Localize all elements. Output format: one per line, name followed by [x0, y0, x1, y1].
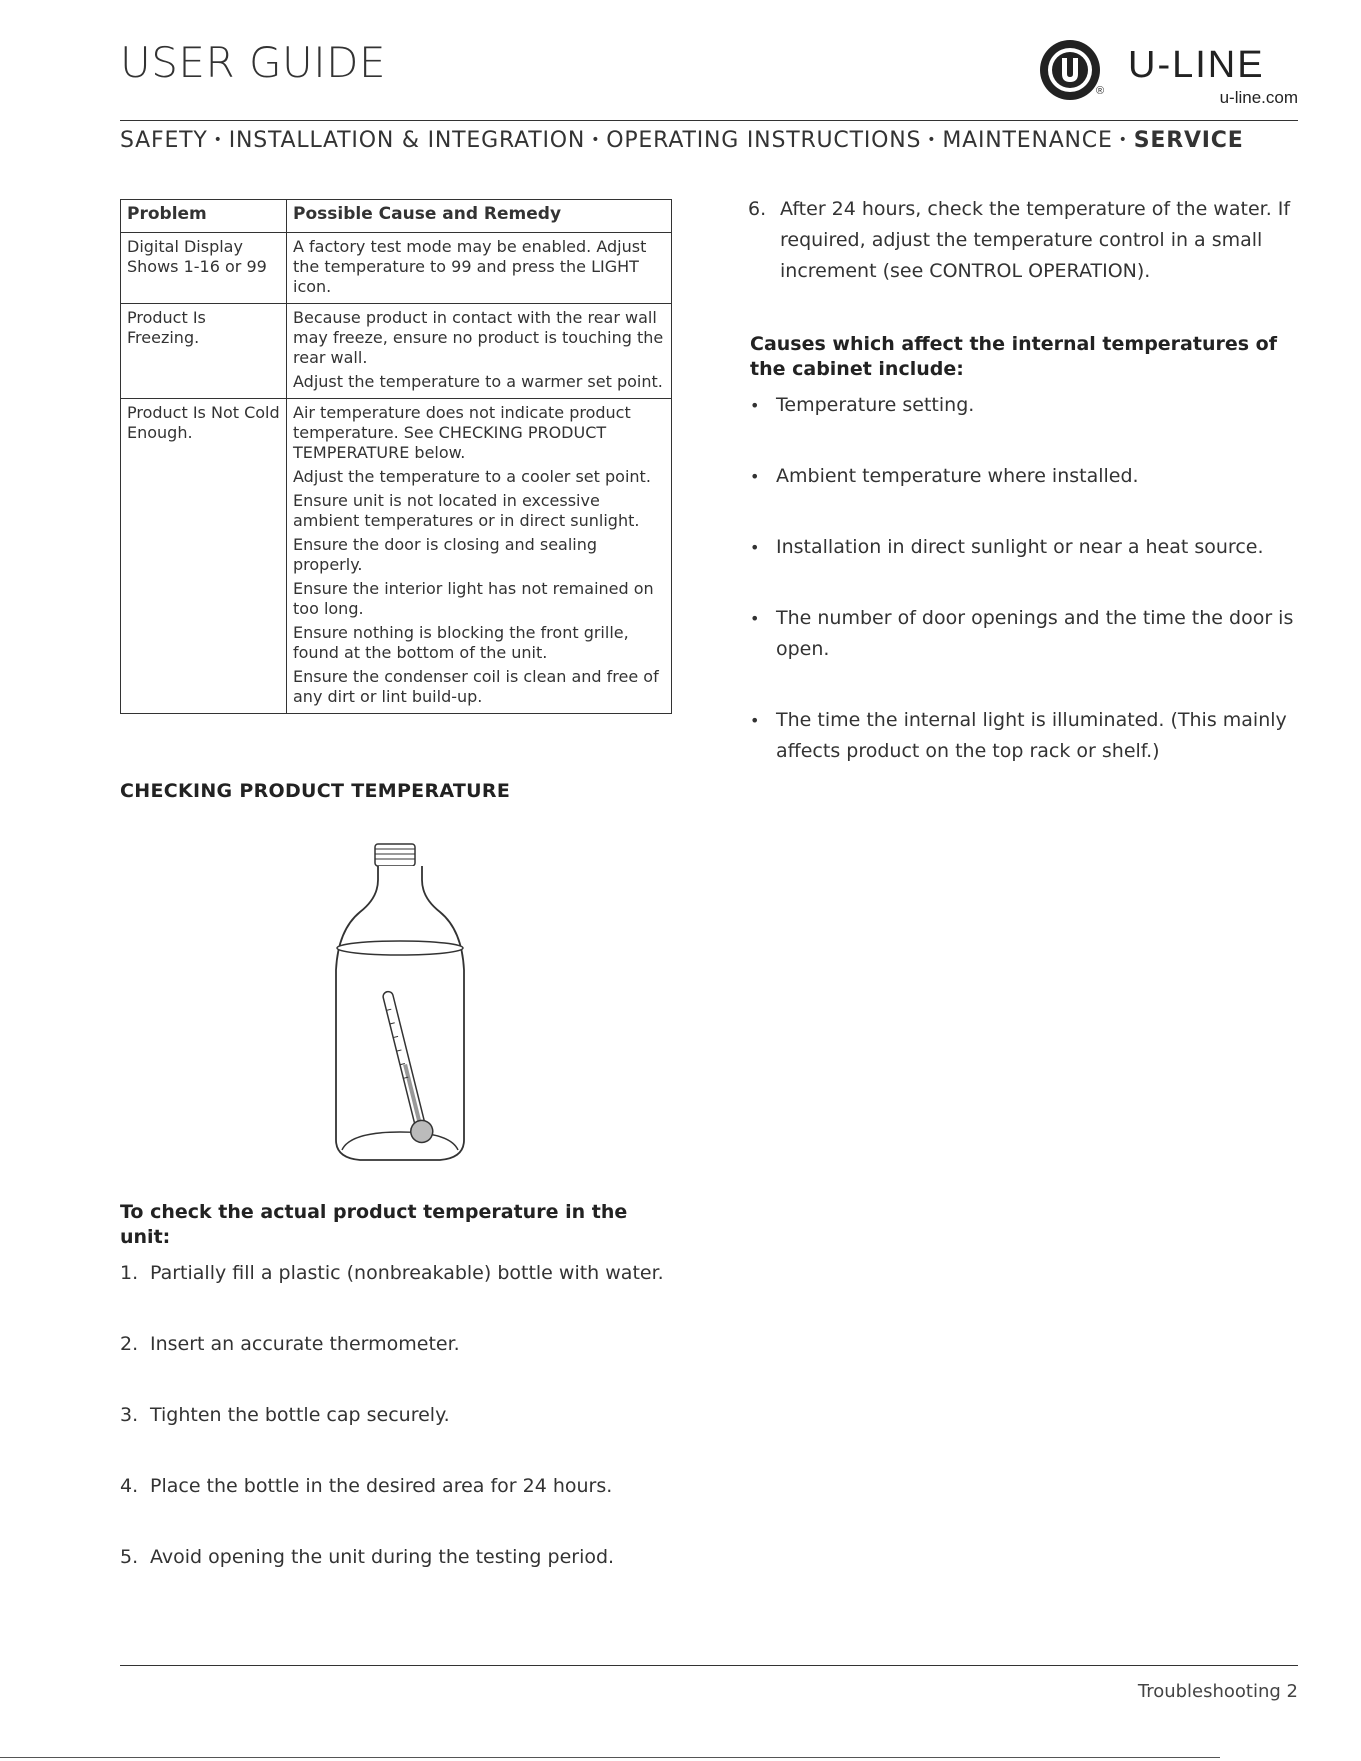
- nav-separator: •: [1118, 132, 1128, 148]
- remedy-text: Air temperature does not indicate product temperature. See CHECKING PRODUCT TEMPERATURE below.: [293, 403, 631, 462]
- list-item: [120, 1262, 680, 1333]
- problem-cell: [121, 233, 287, 304]
- list-item: [750, 603, 1300, 665]
- remedy-cell: [287, 399, 672, 714]
- nav-item-maintenance: MAINTENANCE: [942, 128, 1113, 153]
- list-item: [750, 390, 1300, 421]
- remedy-text: Ensure unit is not located in excessive ambient temperatures or in direct sunlight.: [293, 491, 640, 530]
- bottle-thermometer-illustration: [320, 840, 480, 1170]
- column-header-problem: Problem: [121, 200, 287, 233]
- step-text: Avoid opening the unit during the testing period.: [150, 1546, 615, 1568]
- step-number: 6.: [748, 198, 767, 220]
- remedy-text: Ensure the interior light has not remained on too long.: [293, 579, 654, 618]
- problem-text: Product Is Freezing.: [127, 308, 206, 347]
- problem-cell: [121, 399, 287, 714]
- subheading-check-temperature: To check the actual product temperature in the unit:: [120, 1201, 628, 1248]
- causes-list: [750, 390, 1300, 807]
- remedy-text: Because product in contact with the rear wall may freeze, ensure no product is touching the rear wall.: [293, 308, 664, 367]
- problem-cell: [121, 304, 287, 399]
- subheading-causes: Causes which affect the internal temperatures of the cabinet include:: [750, 333, 1277, 380]
- header-divider: [120, 120, 1298, 121]
- step-number: 4.: [120, 1475, 139, 1497]
- check-step-6: [748, 194, 1308, 287]
- brand-logo: [1038, 38, 1298, 110]
- step-text: Place the bottle in the desired area for 24 hours.: [150, 1475, 613, 1497]
- remedy-cell: [287, 304, 672, 399]
- remedy-text: Ensure the condenser coil is clean and free of any dirt or lint build-up.: [293, 667, 659, 706]
- table-row: [121, 399, 672, 714]
- list-item: [120, 1333, 680, 1404]
- troubleshooting-table: [120, 199, 672, 714]
- footer-divider: [120, 1665, 1298, 1666]
- step-number: 1.: [120, 1262, 139, 1284]
- list-item: [750, 705, 1300, 767]
- nav-separator: •: [213, 132, 223, 148]
- section-nav: [120, 128, 1298, 153]
- nav-item-installation: INSTALLATION & INTEGRATION: [228, 128, 586, 153]
- list-item: [750, 461, 1300, 492]
- cause-text: Temperature setting.: [776, 394, 975, 416]
- problem-text: Digital Display Shows 1-16 or 99: [127, 237, 267, 276]
- list-item: [750, 532, 1300, 563]
- cause-text: Ambient temperature where installed.: [776, 465, 1139, 487]
- remedy-text: Ensure nothing is blocking the front grille, found at the bottom of the unit.: [293, 623, 629, 662]
- page-footer: Troubleshooting 2: [1137, 1681, 1298, 1702]
- column-header-remedy: Possible Cause and Remedy: [287, 200, 672, 233]
- cause-text: The time the internal light is illuminated. (This mainly affects product on the top rack or shelf.): [776, 709, 1287, 762]
- step-text: After 24 hours, check the temperature of the water. If required, adjust the temperature control in a small increment (see CONTROL OPERATION).: [780, 198, 1291, 282]
- bullet: •: [750, 711, 760, 730]
- step-text: Partially fill a plastic (nonbreakable) bottle with water.: [150, 1262, 664, 1284]
- nav-separator: •: [591, 132, 601, 148]
- remedy-text: Adjust the temperature to a cooler set point.: [293, 467, 651, 486]
- section-heading-checking: CHECKING PRODUCT TEMPERATURE: [120, 780, 511, 802]
- cause-text: The number of door openings and the time the door is open.: [776, 607, 1294, 660]
- u-line-logo-icon: [1038, 38, 1105, 102]
- list-item: [120, 1475, 680, 1546]
- brand-wordmark: U-LINE: [1128, 44, 1265, 86]
- problem-text: Product Is Not Cold Enough.: [127, 403, 280, 442]
- bullet: •: [750, 538, 760, 557]
- page-edge-line: [0, 1757, 1220, 1758]
- table-row: [121, 233, 672, 304]
- remedy-cell: [287, 233, 672, 304]
- nav-separator: •: [927, 132, 937, 148]
- nav-item-safety: SAFETY: [120, 128, 208, 153]
- list-item: [120, 1546, 680, 1617]
- bullet: •: [750, 609, 760, 628]
- registered-mark: ®: [1096, 85, 1105, 97]
- step-number: 3.: [120, 1404, 139, 1426]
- bullet: •: [750, 467, 760, 486]
- remedy-text: A factory test mode may be enabled. Adjust the temperature to 99 and press the LIGHT icon.: [293, 237, 647, 296]
- brand-url: u-line.com: [1219, 88, 1298, 107]
- step-number: 5.: [120, 1546, 139, 1568]
- cause-text: Installation in direct sunlight or near a heat source.: [776, 536, 1264, 558]
- step-text: Tighten the bottle cap securely.: [150, 1404, 450, 1426]
- table-header-row: [121, 200, 672, 233]
- check-steps-list: [120, 1262, 680, 1617]
- page-title: USER GUIDE: [120, 38, 387, 87]
- remedy-text: Adjust the temperature to a warmer set point.: [293, 372, 663, 391]
- remedy-text: Ensure the door is closing and sealing properly.: [293, 535, 598, 574]
- step-number: 2.: [120, 1333, 139, 1355]
- step-text: Insert an accurate thermometer.: [150, 1333, 460, 1355]
- bullet: •: [750, 396, 760, 415]
- list-item: [120, 1404, 680, 1475]
- nav-item-operating: OPERATING INSTRUCTIONS: [606, 128, 922, 153]
- nav-item-service: SERVICE: [1133, 128, 1244, 153]
- table-row: [121, 304, 672, 399]
